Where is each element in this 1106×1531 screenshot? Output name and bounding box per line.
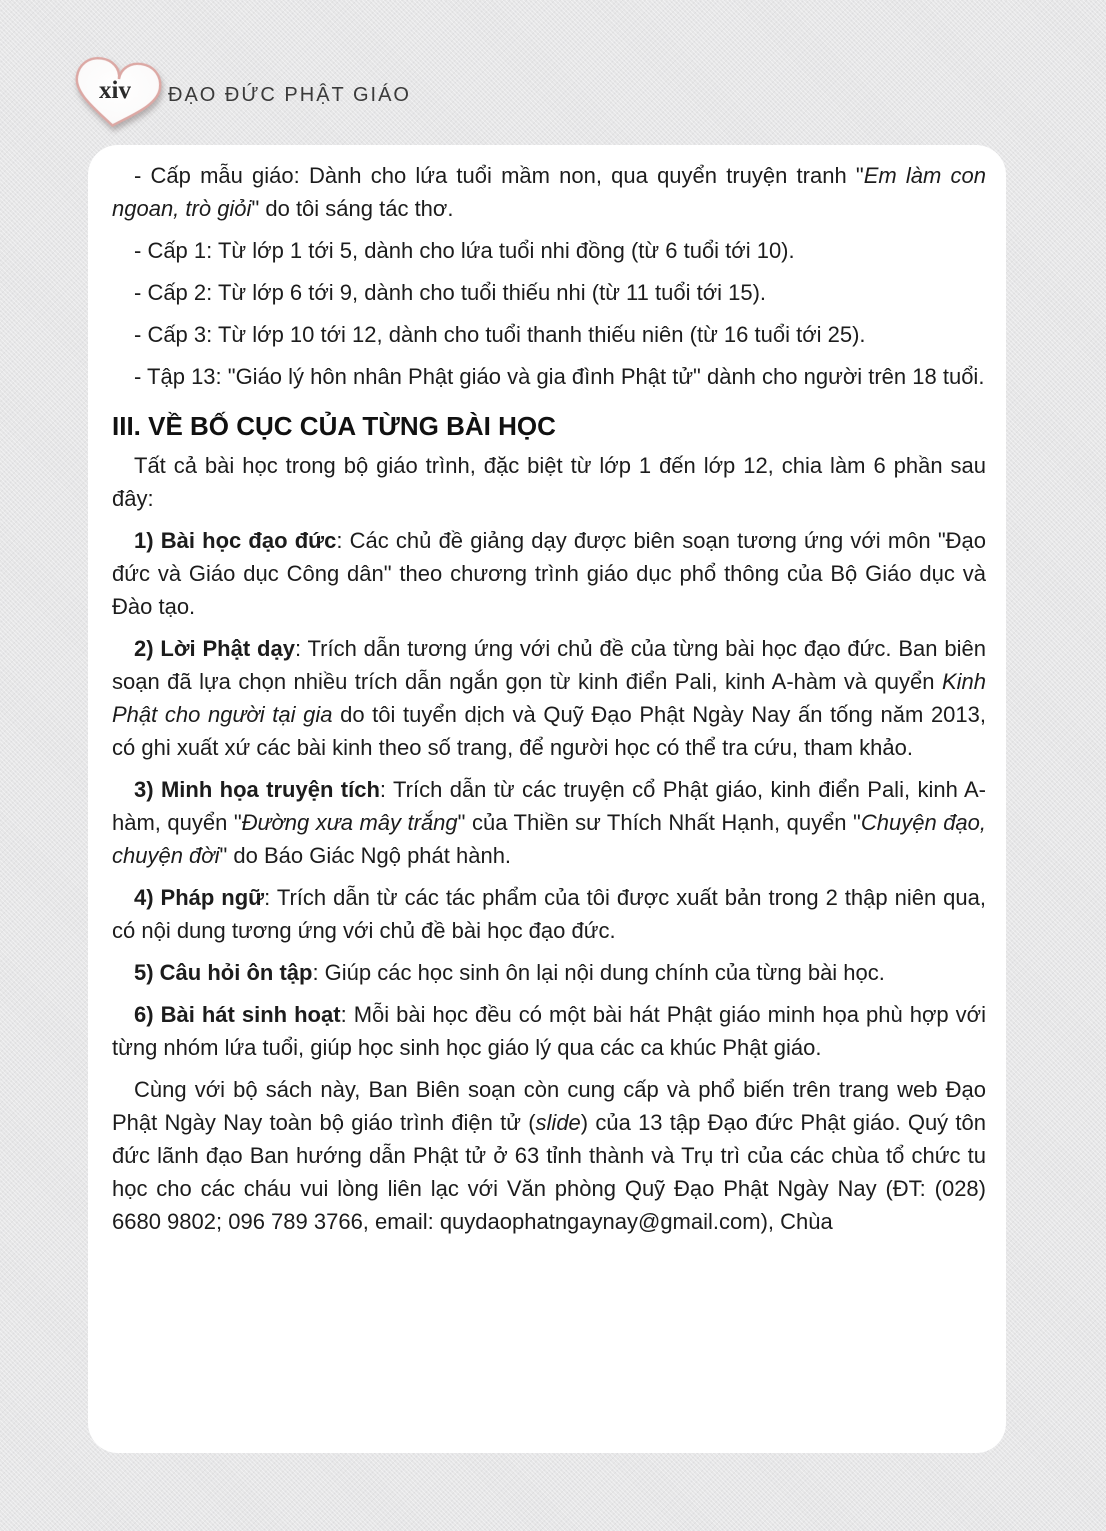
paragraph bbox=[112, 159, 986, 225]
text-run: do tôi tuyển dịch và Quỹ Đạo Phật Ngày Nay ấn tống năm 2013, có ghi xuất xứ các bài kinh theo số trang, để người học có thể tra cứu, tham khảo. bbox=[112, 702, 986, 760]
text-run: " do tôi sáng tác thơ. bbox=[251, 196, 454, 221]
text-run: - Cấp 2: Từ lớp 6 tới 9, dành cho tuổi thiếu nhi (từ 11 tuổi tới 15). bbox=[134, 280, 767, 305]
text-run: ) của 13 tập Đạo đức Phật giáo. Quý tôn đức lãnh đạo Ban hướng dẫn Phật tử ở 63 tỉnh thành và Trụ trì của các chùa tổ chức tu học cho các cháu vui lòng liên lạc với Văn phòng Quỹ Đạo Phật Ngày Nay (ĐT: (028) 6680 9802; 096 789 3766, email: quydaophatngaynay@gmail.com), Chùa bbox=[112, 1110, 986, 1234]
text-run: - Tập 13: "Giáo lý hôn nhân Phật giáo và gia đình Phật tử" dành cho người trên 18 tuổi. bbox=[134, 364, 985, 389]
text-run: - Cấp 1: Từ lớp 1 tới 5, dành cho lứa tuổi nhi đồng (từ 6 tuổi tới 10). bbox=[134, 238, 795, 263]
page-number: xiv bbox=[99, 77, 131, 104]
text-run: : Trích dẫn tương ứng với chủ đề của từng bài học đạo đức. Ban biên soạn đã lựa chọn nhiều trích dẫn ngắn gọn từ kinh điển Pali, kinh A-hàm và quyển bbox=[112, 636, 986, 694]
paragraph bbox=[112, 632, 986, 764]
text-run: : Giúp các học sinh ôn lại nội dung chính của từng bài học. bbox=[312, 960, 885, 985]
text-run: - Cấp 3: Từ lớp 10 tới 12, dành cho tuổi thanh thiếu niên (từ 16 tuổi tới 25). bbox=[134, 322, 866, 347]
paragraph bbox=[112, 234, 986, 267]
text-run: : Trích dẫn từ các tác phẩm của tôi được xuất bản trong 2 thập niên qua, có nội dung tương ứng với chủ đề bài học đạo đức. bbox=[112, 885, 986, 943]
page-number-heart-badge bbox=[64, 56, 170, 130]
text-run: Đường xưa mây trắng bbox=[241, 810, 458, 835]
text-run: 6) Bài hát sinh hoạt bbox=[134, 1002, 341, 1027]
text-run: III. VỀ BỐ CỤC CỦA TỪNG BÀI HỌC bbox=[112, 411, 556, 441]
text-run: 2) Lời Phật dạy bbox=[134, 636, 295, 661]
text-run: Em làm con ngoan, trò giỏi bbox=[112, 163, 986, 221]
paragraph bbox=[112, 1073, 986, 1238]
text-run: - Cấp mẫu giáo: Dành cho lứa tuổi mầm non, qua quyển truyện tranh " bbox=[134, 163, 864, 188]
paragraph bbox=[112, 881, 986, 947]
section-heading bbox=[112, 409, 986, 443]
paragraph bbox=[112, 276, 986, 309]
text-run: 5) Câu hỏi ôn tập bbox=[134, 960, 313, 985]
paragraph bbox=[112, 360, 986, 393]
paragraph bbox=[112, 956, 986, 989]
text-run: : Mỗi bài học đều có một bài hát Phật giáo minh họa phù hợp với từng nhóm lứa tuổi, giúp học sinh học giáo lý qua các ca khúc Phật giáo. bbox=[112, 1002, 986, 1060]
text-run: slide bbox=[535, 1110, 581, 1135]
paragraph bbox=[112, 318, 986, 351]
paragraph bbox=[112, 773, 986, 872]
text-run: : Trích dẫn từ các truyện cổ Phật giáo, kinh điển Pali, kinh A-hàm, quyển " bbox=[112, 777, 986, 835]
text-run: Kinh Phật cho người tại gia bbox=[112, 669, 986, 727]
text-run: 3) Minh họa truyện tích bbox=[134, 777, 380, 802]
page-header bbox=[0, 0, 1106, 150]
running-header-title: ĐẠO ĐỨC PHẬT GIÁO bbox=[168, 84, 411, 106]
paragraph bbox=[112, 998, 986, 1064]
content-paragraphs bbox=[112, 159, 986, 1238]
text-run: Chuyện đạo, chuyện đời bbox=[112, 810, 987, 868]
text-run: : Các chủ đề giảng dạy được biên soạn tương ứng với môn "Đạo đức và Giáo dục Công dân" theo chương trình giáo dục phổ thông của Bộ Giáo dục và Đào tạo. bbox=[112, 528, 987, 619]
text-run: 4) Pháp ngữ bbox=[134, 885, 265, 910]
content-sheet bbox=[88, 145, 1006, 1453]
text-run: 1) Bài học đạo đức bbox=[134, 528, 337, 553]
text-run: Tất cả bài học trong bộ giáo trình, đặc biệt từ lớp 1 đến lớp 12, chia làm 6 phần sau đây: bbox=[112, 453, 986, 511]
text-run: " của Thiền sư Thích Nhất Hạnh, quyển " bbox=[457, 810, 861, 835]
text-run: Cùng với bộ sách này, Ban Biên soạn còn cung cấp và phổ biến trên trang web Đạo Phật Ngày Nay toàn bộ giáo trình điện tử ( bbox=[112, 1077, 986, 1135]
text-run: " do Báo Giác Ngộ phát hành. bbox=[219, 843, 512, 868]
paragraph bbox=[112, 524, 986, 623]
paragraph bbox=[112, 449, 986, 515]
